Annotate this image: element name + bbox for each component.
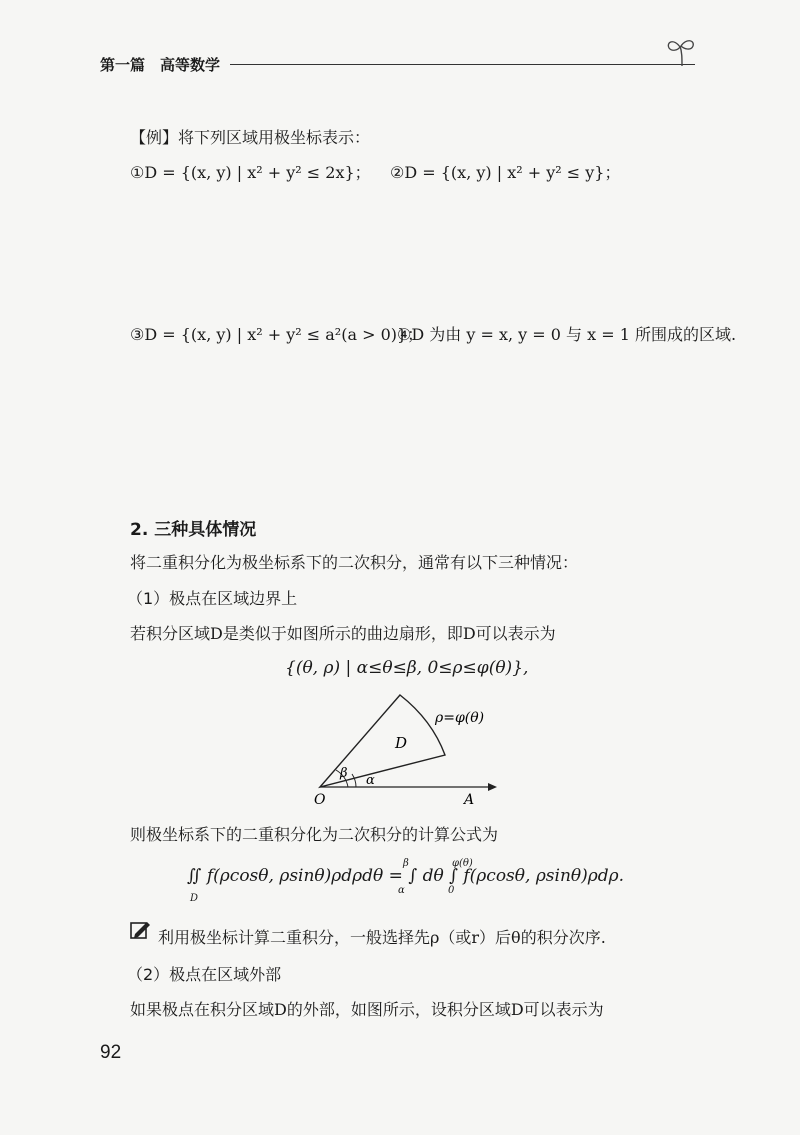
- note-text: 利用极坐标计算二重积分，一般选择先ρ（或r）后θ的积分次序.: [158, 928, 606, 947]
- main-formula: ∬ f(ρcosθ, ρsinθ)ρdρdθ = ∫ dθ ∫ f(ρcosθ, ρsinθ)ρdρ.: [187, 866, 625, 886]
- case2-title: （2）极点在区域外部: [127, 965, 282, 984]
- region-label: D: [395, 734, 408, 752]
- header-title: 高等数学: [160, 56, 221, 74]
- header-rule: [230, 64, 695, 65]
- note-pencil-icon: [130, 920, 152, 940]
- alpha-arc: [352, 774, 356, 787]
- sector-figure: [300, 690, 520, 815]
- example-label: 【例】将下列区域用极坐标表示：: [130, 128, 371, 147]
- example-item-4: ④D 为由 y = x, y = 0 与 x = 1 所围成的区域.: [397, 325, 737, 344]
- case1-title: （1）极点在区域边界上: [127, 589, 298, 608]
- sector-region: [320, 695, 445, 787]
- page-number: 92: [100, 1042, 122, 1063]
- formula-upper-1: β: [403, 858, 409, 869]
- formula-lower-2: 0: [448, 885, 455, 896]
- origin-label: O: [314, 792, 326, 808]
- example-item-2: ②D = {(x, y) | x² + y² ≤ y}；: [390, 163, 621, 182]
- example-item-1: ①D = {(x, y) | x² + y² ≤ 2x}；: [130, 163, 371, 182]
- case1-text: 若积分区域D是类似于如图所示的曲边扇形，即D可以表示为: [130, 624, 556, 643]
- case1-set: {(θ, ρ) | α≤θ≤β, 0≤ρ≤φ(θ)},: [285, 658, 529, 678]
- alpha-label: α: [366, 773, 375, 788]
- formula-sub-d: D: [190, 893, 199, 904]
- beta-label: β: [340, 766, 348, 781]
- sprout-icon: [664, 34, 700, 68]
- formula-upper-2: φ(θ): [452, 858, 473, 869]
- axis-arrow-icon: [488, 783, 497, 791]
- section-title: 2. 三种具体情况: [130, 520, 257, 540]
- case2-text: 如果极点在积分区域D的外部，如图所示，设积分区域D可以表示为: [130, 1000, 604, 1019]
- formula-intro: 则极坐标系下的二重积分化为二次积分的计算公式为: [130, 825, 499, 844]
- section-intro: 将二重积分化为极坐标系下的二次积分，通常有以下三种情况：: [130, 553, 579, 572]
- example-item-3: ③D = {(x, y) | x² + y² ≤ a²(a > 0)}；: [130, 325, 424, 344]
- header-chapter: 第一篇: [100, 56, 146, 74]
- axis-label: A: [464, 792, 475, 808]
- curve-label: ρ=φ(θ): [435, 710, 485, 726]
- formula-lower-1: α: [398, 885, 405, 896]
